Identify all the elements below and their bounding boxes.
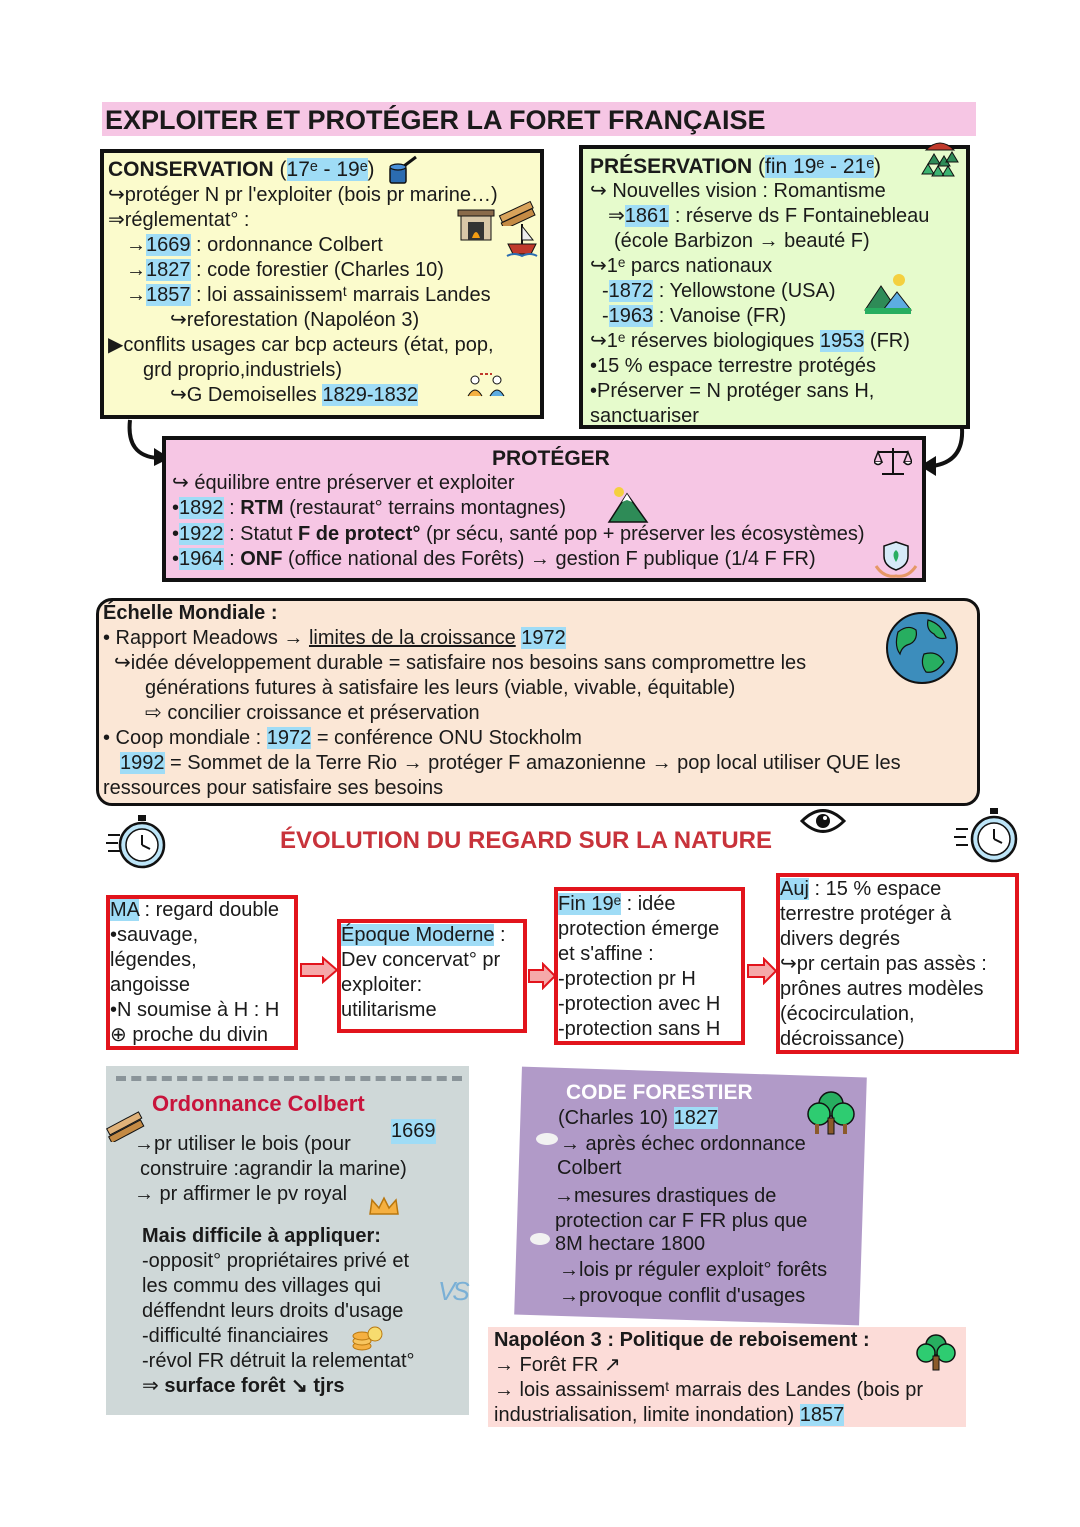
napoleon-line: industrialisation, limite inondation) 1857 <box>494 1404 845 1426</box>
evolution-arrow <box>746 957 778 985</box>
conservation-date-line: →1669 : ordonnance Colbert <box>126 234 383 256</box>
ship-icon <box>505 222 539 258</box>
mondial-line: • Rapport Meadows → limites de la croissance 1972 <box>103 627 566 649</box>
mondial-line: ↪idée développement durable = satisfaire nos besoins sans compromettre les <box>114 652 807 674</box>
bullet-dot <box>536 1133 558 1145</box>
proteger-date-line: •1892 : RTM (restaurat° terrains montagnes) <box>172 497 567 519</box>
people-conflict-icon <box>466 370 506 400</box>
mondial-title: Échelle Mondiale : <box>103 602 278 624</box>
proteger-date-line: •1964 : ONF (office national des Forêts) → gestion F publique (1/4 F FR) <box>172 548 816 570</box>
preservation-date-line: ⇒1861 : réserve ds F Fontainebleau <box>608 205 930 227</box>
preservation-heading: PRÉSERVATION (fin 19ᵉ - 21ᵉ) <box>590 155 882 178</box>
evolution-line: terrestre protéger à <box>780 903 952 925</box>
mountain-icon <box>607 484 649 524</box>
conservation-line: ⇒réglementat° : <box>108 209 250 231</box>
dashed-divider <box>116 1076 462 1081</box>
proteger-date-line: •1922 : Statut F de protect° (pr sécu, santé pop + préserver les écosystèmes) <box>172 523 865 545</box>
conservation-heading: CONSERVATION (17ᵉ - 19ᵉ) <box>108 158 375 181</box>
code-line: → après échec ordonnance <box>560 1133 806 1155</box>
tree-icon <box>803 1088 859 1138</box>
colbert-line: les commu des villages qui <box>142 1275 381 1297</box>
evolution-line: Auj : 15 % espace <box>780 878 942 900</box>
preservation-line: ↪1ᵉ réserves biologiques 1953 (FR) <box>590 330 910 352</box>
preservation-title: PRÉSERVATION <box>590 155 753 178</box>
earth-globe-icon <box>884 610 960 686</box>
colbert-line: -révol FR détruit la relementat° <box>142 1350 415 1372</box>
mondial-line: ⇨ concilier croissance et préservation <box>145 702 480 724</box>
napoleon-line: → lois assainissemᵗ marrais des Landes (bois pr <box>494 1379 924 1401</box>
evolution-line: divers degrés <box>780 928 901 950</box>
vs-label: VS <box>438 1276 467 1306</box>
coins-icon <box>350 1322 384 1352</box>
colbert-year: 1669 <box>391 1120 436 1142</box>
mondial-line: ressources pour satisfaire ses besoins <box>103 777 444 799</box>
conservation-date-line: →1857 : loi assainissemᵗ marrais Landes <box>126 284 491 306</box>
conservation-title: CONSERVATION <box>108 158 274 181</box>
code-line: →lois pr réguler exploit° forêts <box>559 1259 828 1281</box>
code-line: →mesures drastiques de <box>554 1185 777 1207</box>
code-line: Colbert <box>557 1157 622 1179</box>
evolution-line: Fin 19ᵉ : idée <box>558 893 676 915</box>
napoleon-title: Napoléon 3 : Politique de reboisement : <box>494 1329 870 1351</box>
shield-hand-icon <box>874 540 918 580</box>
conservation-line: ↪protéger N pr l'exploiter (bois pr marine…) <box>108 184 498 206</box>
code-line: →provoque conflit d'usages <box>559 1285 806 1307</box>
evolution-line: Époque Moderne : <box>341 924 506 946</box>
colbert-line: -opposit° propriétaires privé et <box>142 1250 410 1272</box>
napoleon-line: → Forêt FR ↗ <box>494 1354 621 1376</box>
evolution-line: prônes autres modèles <box>780 978 984 1000</box>
conservation-line: ↪reforestation (Napoléon 3) <box>170 309 420 331</box>
code-line: protection car F FR plus que <box>555 1210 808 1232</box>
colbert-title: Ordonnance Colbert <box>152 1091 365 1116</box>
evolution-line: •N soumise à H : H <box>110 999 280 1021</box>
evolution-line: ↪pr certain pas assès : <box>780 953 987 975</box>
colbert-line: -difficulté financiaires <box>142 1325 329 1347</box>
evolution-line: (écocirculation, <box>780 1003 915 1025</box>
proteger-title: PROTÉGER <box>492 447 610 470</box>
colbert-line: ⇒ surface forêt ↘ tjrs <box>142 1375 345 1397</box>
colbert-line: →pr utiliser le bois (pour <box>134 1133 351 1155</box>
tree-icon <box>914 1332 958 1372</box>
conservation-date-line: →1827 : code forestier (Charles 10) <box>126 259 444 281</box>
evolution-line: légendes, <box>110 949 197 971</box>
code-line: (Charles 10) 1827 <box>558 1107 719 1129</box>
bullet-dot <box>530 1233 550 1245</box>
evolution-line: décroissance) <box>780 1028 905 1050</box>
evolution-arrow <box>527 962 557 990</box>
evolution-arrow <box>299 956 339 984</box>
preservation-date-line: -1872 : Yellowstone (USA) <box>602 280 836 302</box>
colbert-subtitle: Mais difficile à appliquer: <box>142 1225 381 1247</box>
evolution-line: et s'affine : <box>558 943 654 965</box>
preservation-line: sanctuariser <box>590 405 699 427</box>
conservation-line: ▶conflits usages car bcp acteurs (état, pop, <box>108 334 494 356</box>
conservation-line: grd proprio,industriels) <box>143 359 342 381</box>
colbert-line: construire :agrandir la marine) <box>140 1158 407 1180</box>
crown-icon <box>368 1196 400 1218</box>
preservation-date-line: -1963 : Vanoise (FR) <box>602 305 787 327</box>
eye-icon <box>800 806 846 836</box>
evolution-line: ⊕ proche du divin <box>110 1024 268 1046</box>
evolution-line: -protection pr H <box>558 968 696 990</box>
evolution-title: ÉVOLUTION DU REGARD SUR LA NATURE <box>280 827 772 854</box>
proteger-line: ↪ équilibre entre préserver et exploiter <box>172 472 515 494</box>
stopwatch-left-icon <box>106 813 168 871</box>
colbert-line: → pr affirmer le pv royal <box>134 1183 348 1205</box>
preservation-line: ↪ Nouvelles vision : Romantisme <box>590 180 886 202</box>
landscape-icon <box>863 270 913 316</box>
evolution-line: Dev concervat° pr <box>341 949 501 971</box>
preservation-line: •15 % espace terrestre protégés <box>590 355 877 377</box>
stopwatch-right-icon <box>954 805 1020 865</box>
conservation-line: ↪G Demoiselles 1829-1832 <box>170 384 419 406</box>
preservation-line: (école Barbizon → beauté F) <box>614 230 870 252</box>
mondial-line: générations futures à satisfaire les leurs (viable, vivable, équitable) <box>145 677 736 699</box>
code-line: 8M hectare 1800 <box>555 1233 706 1255</box>
mondial-line: 1992 = Sommet de la Terre Rio → protéger F amazonienne → pop local utiliser QUE les <box>120 752 901 774</box>
mondial-line: • Coop mondiale : 1972 = conférence ONU Stockholm <box>103 727 582 749</box>
forest-umbrella-icon <box>918 140 962 186</box>
colbert-line: déffendnt leurs droits d'usage <box>142 1300 404 1322</box>
evolution-line: angoisse <box>110 974 191 996</box>
evolution-line: MA : regard double <box>110 899 280 921</box>
page-title: EXPLOITER ET PROTÉGER LA FORET FRANÇAISE <box>105 105 766 135</box>
fireplace-icon <box>456 208 496 242</box>
evolution-line: -protection avec H <box>558 993 721 1015</box>
conservation-period: 17ᵉ - 19ᵉ <box>286 158 368 181</box>
evolution-line: •sauvage, <box>110 924 199 946</box>
evolution-line: -protection sans H <box>558 1018 721 1040</box>
preservation-line: •Préserver = N protéger sans H, <box>590 380 875 402</box>
code-forestier-title: CODE FORESTIER <box>566 1081 753 1104</box>
scales-icon <box>874 444 912 478</box>
evolution-line: protection émerge <box>558 918 720 940</box>
evolution-line: utilitarisme <box>341 999 437 1021</box>
preservation-line: ↪1ᵉ parcs nationaux <box>590 255 773 277</box>
evolution-line: exploiter: <box>341 974 423 996</box>
preservation-period: fin 19ᵉ - 21ᵉ <box>765 155 875 178</box>
paint-pot-icon <box>386 155 420 187</box>
